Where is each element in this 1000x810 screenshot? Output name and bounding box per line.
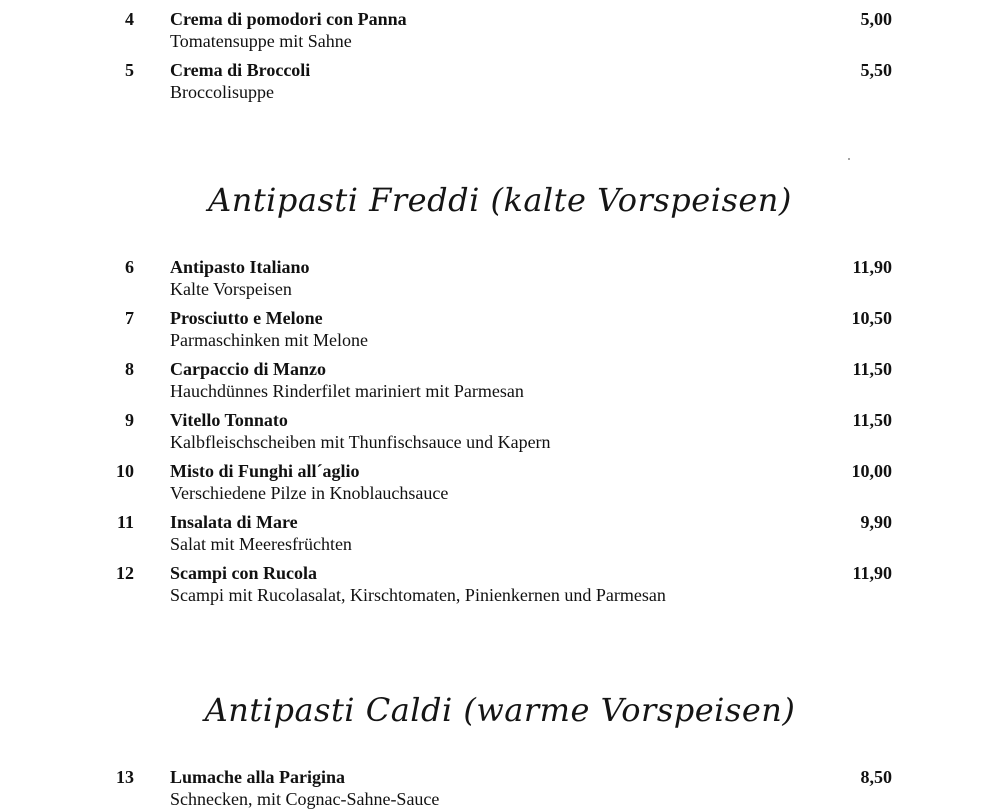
section-heading-warm-starters: Antipasti Caldi (warme Vorspeisen) [204,691,796,729]
item-description: Broccolisuppe [170,82,274,102]
item-name: Misto di Funghi all´aglio [170,461,360,481]
item-description: Verschiedene Pilze in Knoblauchsauce [170,483,449,503]
item-number: 7 [125,308,134,328]
menu-item-4 [0,2,1000,51]
item-number: 6 [125,257,134,277]
item-name: Carpaccio di Manzo [170,359,326,379]
item-number: 9 [125,410,134,430]
section-heading-cold-starters: Antipasti Freddi (kalte Vorspeisen) [208,181,792,219]
item-number: 8 [125,359,134,379]
item-description: Kalbfleischscheiben mit Thunfischsauce und Kapern [170,432,551,452]
item-price: 11,50 [852,359,892,379]
item-description: Hauchdünnes Rinderfilet mariniert mit Parmesan [170,381,524,401]
item-number: 11 [116,512,134,532]
menu-item-9 [0,403,1000,452]
scan-speck [848,158,850,160]
item-name: Scampi con Rucola [170,563,318,583]
item-price: 5,50 [860,60,892,80]
item-number: 13 [116,767,134,787]
item-number: 4 [125,9,134,29]
menu-item-6 [0,250,1000,299]
item-description: Salat mit Meeresfrüchten [170,534,352,554]
item-price: 11,90 [852,563,892,583]
item-name: Crema di Broccoli [170,60,311,80]
item-number: 12 [116,563,134,583]
item-price: 5,00 [860,9,892,29]
item-name: Lumache alla Parigina [170,767,345,787]
item-name: Crema di pomodori con Panna [170,9,407,29]
item-description: Tomatensuppe mit Sahne [170,31,352,51]
menu-item-11 [0,505,1000,554]
item-description: Kalte Vorspeisen [170,279,292,299]
item-name: Insalata di Mare [170,512,298,532]
item-name: Antipasto Italiano [170,257,310,277]
item-description: Scampi mit Rucolasalat, Kirschtomaten, Pinienkernen und Parmesan [170,585,666,605]
item-number: 5 [125,60,134,80]
item-price: 9,90 [860,512,892,532]
menu-item-5 [0,53,1000,102]
item-number: 10 [116,461,134,481]
menu-item-10 [0,454,1000,503]
item-price: 8,50 [860,767,892,787]
item-name: Vitello Tonnato [170,410,288,430]
item-price: 11,50 [852,410,892,430]
menu-item-7 [0,301,1000,350]
menu-item-13 [0,760,1000,809]
item-description: Parmaschinken mit Melone [170,330,368,350]
item-price: 10,50 [851,308,892,328]
menu-item-12 [0,556,1000,605]
item-description: Schnecken, mit Cognac-Sahne-Sauce [170,789,440,809]
item-name: Prosciutto e Melone [170,308,323,328]
item-price: 10,00 [851,461,892,481]
item-price: 11,90 [852,257,892,277]
menu-item-8 [0,352,1000,401]
